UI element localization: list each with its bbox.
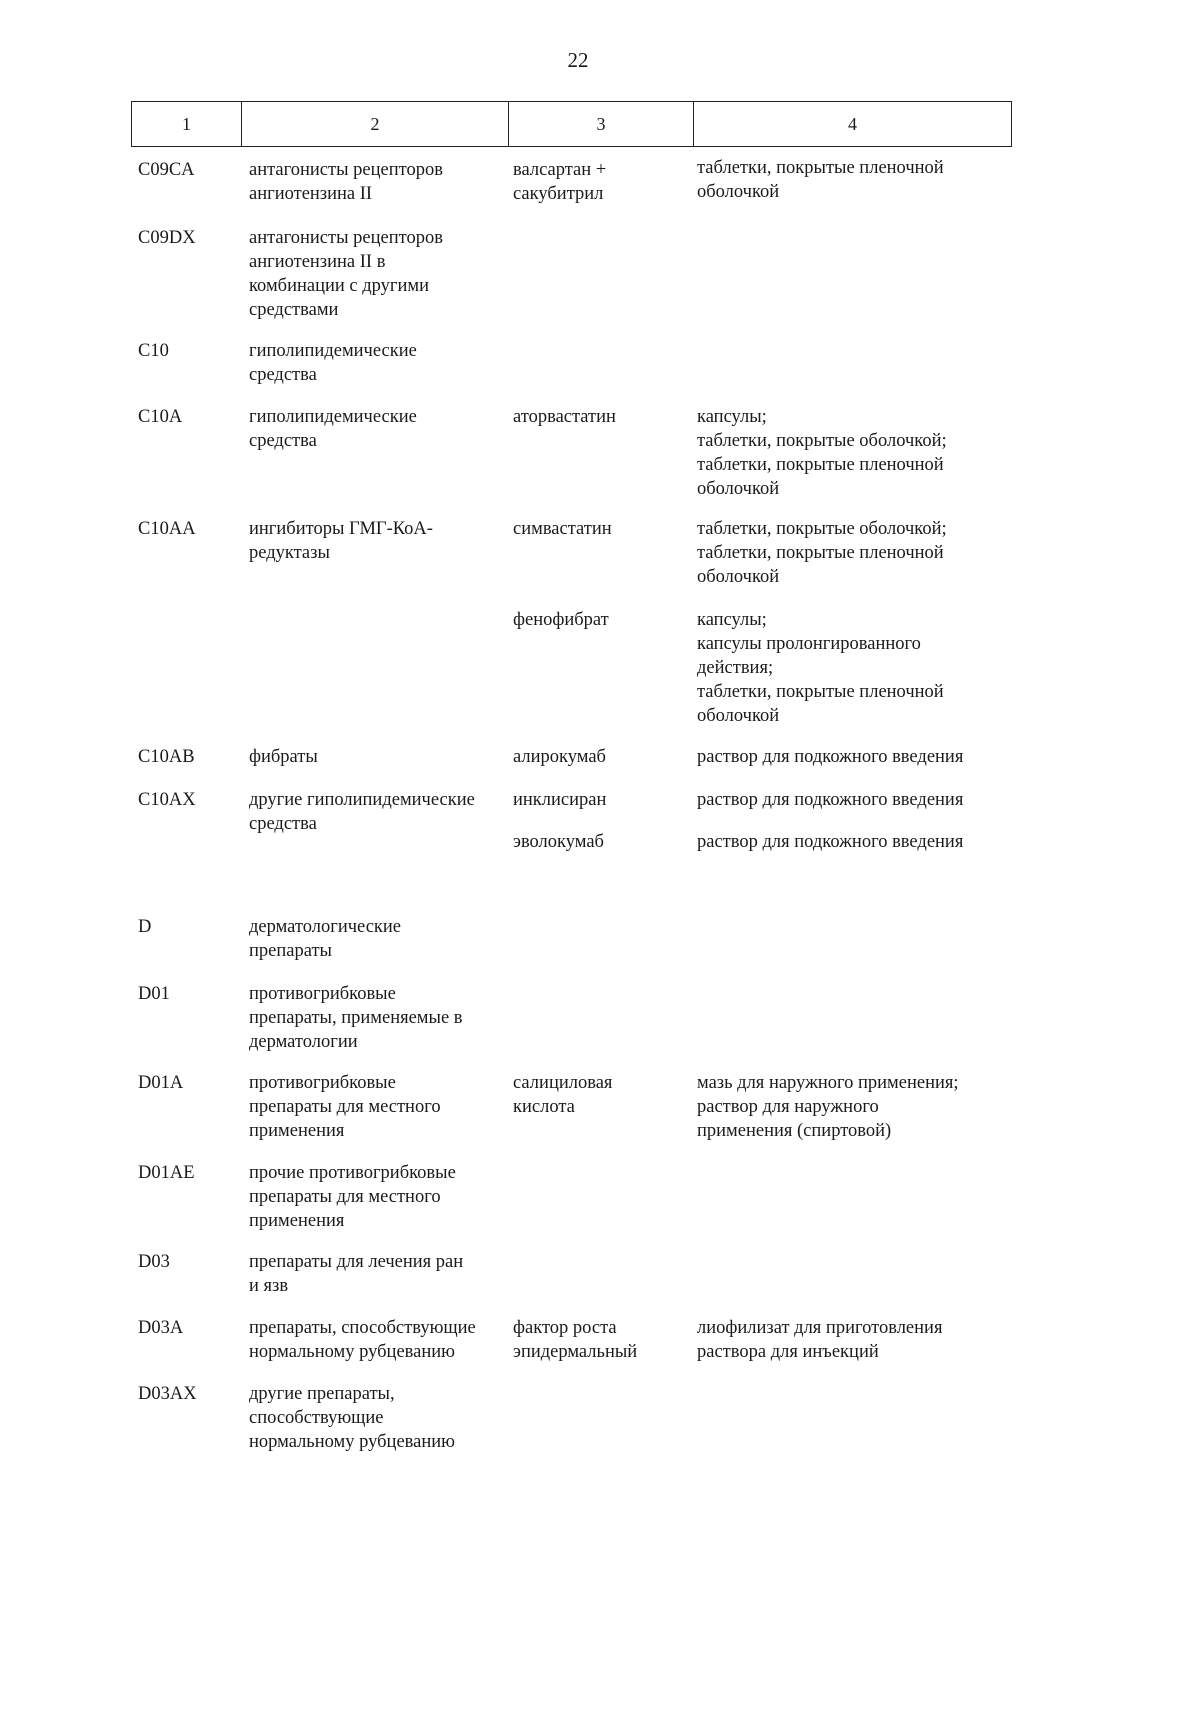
group-name: прочие противогрибковые препараты для местного применения [249, 1163, 456, 1231]
dosage-form: таблетки, покрытые пленочной оболочкой [697, 158, 944, 202]
dosage-form: раствор для подкожного введения [697, 747, 964, 767]
drug-name: фенофибрат [513, 610, 609, 630]
group-name: противогрибковые препараты, применяемые в дерматологии [249, 984, 463, 1052]
drug-name: валсартан + сакубитрил [513, 160, 607, 204]
column-header-table [131, 101, 1012, 147]
atc-code: D03A [138, 1318, 184, 1338]
atc-code: D [138, 917, 152, 937]
atc-code: D01A [138, 1073, 184, 1093]
group-name: фибраты [249, 747, 318, 767]
atc-code: D01AE [138, 1163, 195, 1183]
dosage-form: капсулы; таблетки, покрытые оболочкой; таблетки, покрытые пленочной оболочкой [697, 407, 947, 499]
column-header-3: 3 [509, 102, 694, 147]
drug-name: алирокумаб [513, 747, 606, 767]
drug-name: симвастатин [513, 519, 612, 539]
dosage-form: таблетки, покрытые оболочкой; таблетки, покрытые пленочной оболочкой [697, 519, 947, 587]
group-name: дерматологические препараты [249, 917, 402, 961]
atc-code: D03 [138, 1252, 170, 1272]
group-name: препараты, способствующие нормальному рубцеванию [249, 1318, 476, 1362]
drug-name: инклисиран [513, 790, 607, 810]
dosage-form: лиофилизат для приготовления раствора для инъекций [697, 1318, 943, 1362]
atc-code: C10AB [138, 747, 195, 767]
group-name: противогрибковые препараты для местного применения [249, 1073, 441, 1141]
column-header-4: 4 [694, 102, 1012, 147]
group-name: другие гиполипидемические средства [249, 790, 475, 834]
atc-code: D03AX [138, 1384, 197, 1404]
dosage-form: раствор для подкожного введения [697, 832, 964, 852]
column-header-1: 1 [132, 102, 242, 147]
group-name: антагонисты рецепторов ангиотензина II [249, 160, 443, 204]
atc-code: D01 [138, 984, 170, 1004]
page-number: 22 [567, 48, 589, 72]
drug-name: салициловая кислота [513, 1073, 613, 1117]
atc-code: C10 [138, 341, 169, 361]
group-name: другие препараты, способствующие нормальному рубцеванию [249, 1384, 455, 1452]
group-name: гиполипидемические средства [249, 407, 417, 451]
column-header-2: 2 [242, 102, 509, 147]
drug-name: эволокумаб [513, 832, 604, 852]
drug-name: фактор роста эпидермальный [513, 1318, 638, 1362]
atc-code: C10AX [138, 790, 196, 810]
group-name: препараты для лечения ран и язв [249, 1252, 464, 1296]
column-header-row [132, 102, 1012, 147]
dosage-form: раствор для подкожного введения [697, 790, 964, 810]
dosage-form: мазь для наружного применения; раствор для наружного применения (спиртовой) [697, 1073, 959, 1141]
atc-code: C09CA [138, 160, 195, 180]
atc-code: C10A [138, 407, 183, 427]
atc-code: C10AA [138, 519, 196, 539]
atc-code: C09DX [138, 228, 196, 248]
group-name: гиполипидемические средства [249, 341, 417, 385]
group-name: ингибиторы ГМГ-КоА- редуктазы [249, 519, 433, 563]
dosage-form: капсулы; капсулы пролонгированного действия; таблетки, покрытые пленочной оболочкой [697, 610, 944, 726]
drug-name: аторвастатин [513, 407, 616, 427]
group-name: антагонисты рецепторов ангиотензина II в комбинации с другими средствами [249, 228, 443, 320]
